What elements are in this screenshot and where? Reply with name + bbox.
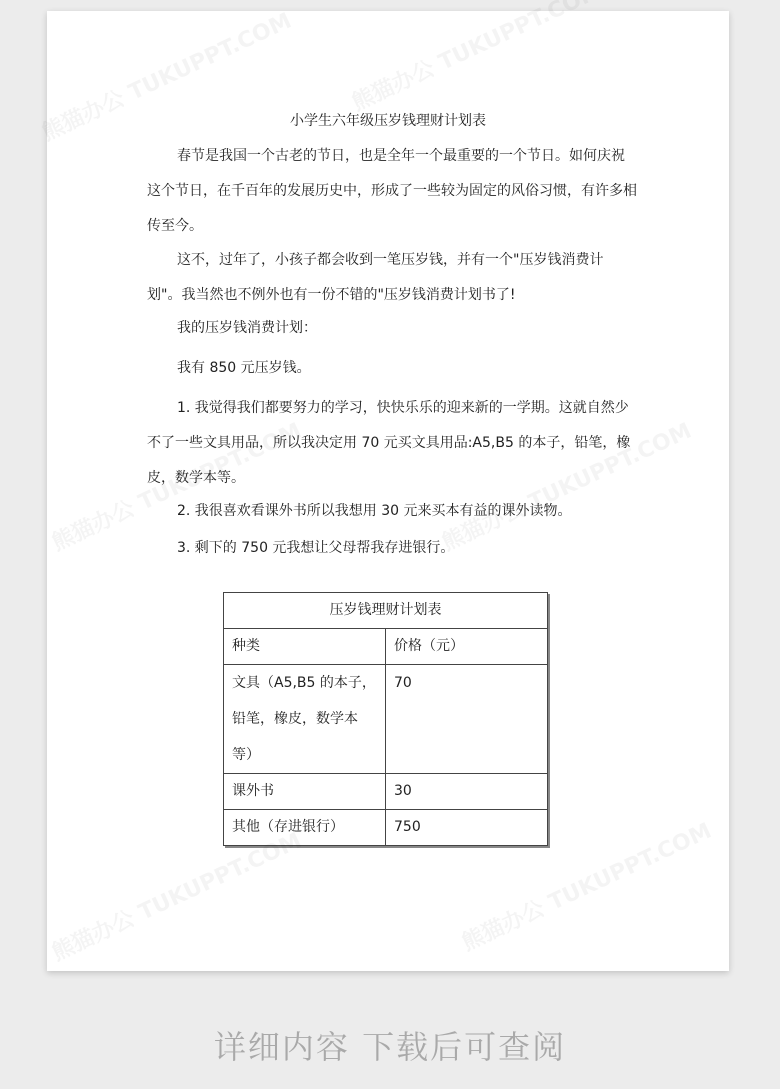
paragraph-intro: 春节是我国一个古老的节日，也是全年一个最重要的一个节日。如何庆祝这个节日，在千百年的发展历史中，形成了一些较为固定的风俗习惯，有许多相传至今。: [147, 148, 637, 234]
footer-download-notice: 详细内容 下载后可查阅: [213, 1028, 567, 1066]
paragraph-plan-heading: 我的压岁钱消费计划：: [177, 320, 317, 336]
table-cell-category: 课外书: [224, 774, 386, 810]
table-header-price: 价格（元）: [386, 629, 548, 665]
paragraph-amount: 我有 850 元压岁钱。: [177, 360, 311, 376]
table-cell-price: 30: [386, 774, 548, 810]
table-cell-price: 750: [386, 810, 548, 846]
budget-table: [223, 592, 548, 846]
paragraph-item-2: 2. 我很喜欢看课外书所以我想用 30 元来买本有益的课外读物。: [177, 503, 572, 519]
table-cell-price: 70: [386, 665, 548, 774]
table-cell-category: 其他（存进银行）: [224, 810, 386, 846]
table-caption: 压岁钱理财计划表: [224, 593, 548, 629]
table-cell-category: 文具（A5,B5 的本子，铅笔，橡皮，数学本等）: [224, 665, 386, 774]
paragraph-new-year: 这不，过年了，小孩子都会收到一笔压岁钱，并有一个"压岁钱消费计划"。我当然也不例外也有一份不错的"压岁钱消费计划书了!: [147, 252, 604, 303]
paragraph-item-1: 1. 我觉得我们都要努力的学习，快快乐乐的迎来新的一学期。这就自然少不了一些文具用品，所以我决定用 70 元买文具用品:A5,B5 的本子，铅笔，橡皮，数学本等。: [147, 400, 631, 486]
table-header-category: 种类: [224, 629, 386, 665]
document-title: 小学生六年级压岁钱理财计划表: [290, 113, 486, 129]
paragraph-item-3: 3. 剩下的 750 元我想让父母帮我存进银行。: [177, 540, 455, 556]
table-row: [224, 774, 548, 810]
table-row: [224, 665, 548, 774]
